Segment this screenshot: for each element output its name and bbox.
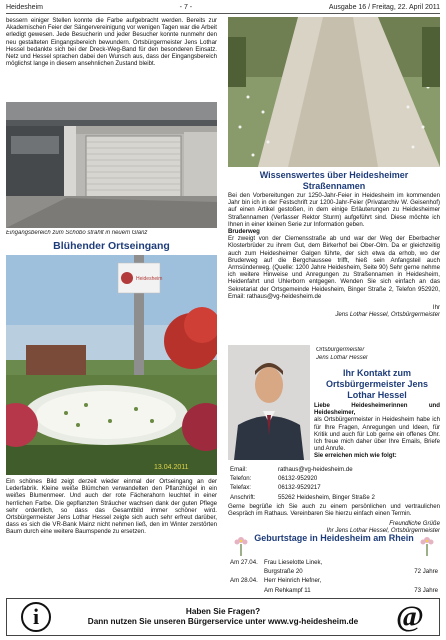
birthday-row [230,587,438,594]
contact-address-value: 55262 Heidesheim, Binger Straße 2 [278,493,375,501]
header-page-number: - 7 - [179,4,193,11]
contact-phone-value: 06132-952920 [278,475,318,483]
at-sign-icon: @ [396,600,424,633]
ortseingang-heading: Blühender Ortseingang [53,240,170,252]
ortseingang-photo [6,255,217,475]
birthday-list [228,557,440,596]
wissen-sign-name: Jens Lothar Hessel, Ortsbürgermeister [335,311,440,319]
ortseingang-photo-image [6,255,217,475]
footer-question: Haben Sie Fragen? [185,607,261,616]
contact-row-fax [230,484,375,491]
birthday-table [228,557,440,596]
birthday-row [230,559,438,566]
contact-table [228,464,377,503]
contact-email-link[interactable]: rathaus@vg-heidesheim.de [278,466,353,473]
portrait-caption-name: Jens Lothar Hessel [316,355,368,361]
entrance-photo-image [6,102,217,228]
info-icon: i [21,602,51,632]
page-header [6,2,440,14]
contact-row-email [230,466,375,473]
birthday-age: 72 Jahre [414,568,438,576]
entrance-photo [6,102,217,228]
sign-town-name: Heidesheim [136,276,163,282]
birthday-date: Am 28.04. [230,577,258,585]
entrance-photo-caption: Eingangsbereich zum Schöbo strahlt in neuem Glanz [6,230,148,236]
wissen-sign-ihr: Ihr [432,304,440,312]
greeting-line-2: Ihr Jens Lothar Hessel, Ortsbürgermeister [326,527,440,535]
contact-row-address [230,494,375,501]
wissenswertes-intro: Bei den Vorbereitungen zur 1250-Jahr-Feier in Heidesheim im kommenden Jahr bin ich in der Festschrift zur 1200-Jahr-Feier (Privatarchiv W. Geisenhof) auf einen Artikel gestoßen, in dem einige Erläuterungen zu Heidesheimer Straßennamen (Verfasser Rektor Sturm) aufgeführt sind. Diese möchte ich Ihnen in einer kleinen Serie zur Information geben. [228,192,440,228]
ortseingang-article-text: Ein schönes Bild zeigt derzeit wieder einmal der Ortseingang an der Lederfabrik. Kleine weiße Blümchen verwandelten den Pflanzhügel in ein weißes Blumenmeer. Und auch der rote Fächerahorn leuchtet in einer herrlichen Farbe. Die gepflanzten Sträucher wachsen dank der guten Pflege sehr ordentlich, so dass das Gesamtbild immer schöner wird. Ortsbürgermeister Jens Lothar Hessel zeigte sich auch sehr erfreut darüber, dass es sich die VR-Bank Mainz nicht nehmen ließ, den im Winter zerstörten Baum durch eine weitere Baumspende zu ersetzen. [6,478,217,536]
contact-label: Telefax: [230,484,252,492]
kontakt-heading: Ihr Kontakt zum Ortsbürgermeister Jens Lothar Hessel [325,368,429,400]
wissenswertes-heading: Wissenswertes über Heidesheimer Straßennamen [259,170,409,191]
birthday-street: Burgstraße 20 [264,568,303,576]
birthday-date: Am 27.04. [230,559,258,566]
kontakt-greeting: Liebe Heidesheimerinnen und Heidesheimer, [314,402,440,417]
birthday-street: Am Rehkampf 11 [264,586,311,594]
header-town: Heidesheim [6,4,43,11]
flower-left-icon-svg [232,534,250,556]
bruderweg-text: Er zweigt von der Ciemensstraße ab und war der Weg der Eberbacher Klosterbrüder zu ihrem Gut, dem Birkerhof bei Ober-Olm. Da er gleichzeitig auch zum Heidesheimer Galgen führte, der sich etwa da erhob, wo der Bruderweg auf die Bergchaussee trifft, hieß sein Anfangsteil auch Armsünderweg. (Quelle: 1200 Jahre Heidesheim, Seite 90) Sehr gerne nehme ich weitere Hinweise und Anregungen zu Straßennamen in Heidesheim, Heidenfahrt und Uhlerborn entgegen. Wenden Sie sich einfach an das Sekretariat der Ortsgemeinde Heidesheim, Binger Straße 2, Telefon 952920, Email: rathaus@vg-heidesheim.de [228,235,440,300]
buergerservice-footer [6,598,440,636]
birthday-row [230,568,438,575]
footer-text [61,607,385,627]
portrait-photo [228,345,310,460]
portrait-caption-role: Ortsbürgermeister [316,347,365,353]
flower-right-icon-svg [418,534,436,556]
street-photo [228,17,440,167]
left-column [6,17,217,67]
birthday-row [230,577,438,584]
contact-label: Telefon: [230,475,252,483]
portrait-photo-image [228,345,310,460]
flower-right-icon [418,534,436,556]
ortseingang-article [6,478,217,536]
contact-label: Anschrift: [230,493,256,501]
header-issue: Ausgabe 16 / Freitag, 22. April 2011 [328,4,440,11]
photo-date-stamp: 13.04.2011 [154,464,189,471]
birthday-name: Frau Lieselotte Linek, [264,559,323,566]
bruderweg-title: Bruderweg [228,228,260,236]
kontakt-closing: Gerne begrüße ich Sie auch zu einem persönlichen und vertraulichen Gespräch im Rathaus. Vereinbaren Sie hierzu einfach einen Termin. [228,502,440,518]
contact-label: Email: [230,466,247,473]
contact-details [228,464,440,535]
flower-left-icon [232,534,250,556]
greeting-line-1: Freundliche Grüße [389,520,440,528]
kontakt-text: als Ortsbürgermeister in Heidesheim habe ich für Ihre Fragen, Anregungen und Ideen, für Kritik und auch für Lob gerne ein offenes Ohr. Ich freue mich daher über Ihre Emails, Briefe und Anrufe. [314,416,440,453]
birthday-name: Herr Heinrich Hefner, [264,577,322,585]
kontakt-article [314,402,440,460]
contact-row-phone [230,475,375,482]
birthday-age: 73 Jahre [414,586,438,594]
wissenswertes-article [228,192,440,318]
street-photo-image [228,17,440,167]
contact-fax-value: 06132-9529217 [278,484,321,492]
entrance-article-text: bessern einiger Stellen konnte die Farbe aufgebracht werden. Bereits zur Akademischen Feier der Sängervereinigung vor wenigen Tagen war die Arbeit erledigt gewesen. Jede Besucherin und jeder Besucher konnte nunmehr den neu gestalteten Eingangsbereich bewundern. Ortsbürgermeister Jens Lothar Hessel bedankte sich bei der Dreck-Weg-Band für den besonderen Einsatz. Netz und Hessel sprachen dabei den Wunsch aus, dass der Eingangsbereich möglichst lange in diesem ansehnlichen Zustand bleibt. [6,17,217,68]
footer-service-link[interactable]: Dann nutzen Sie unseren Bürgerservice unter www.vg-heidesheim.de [87,617,359,626]
kontakt-reach: Sie erreichen mich wie folgt: [314,452,397,460]
geburtstage-heading: Geburtstage in Heidesheim am Rhein [254,533,414,543]
